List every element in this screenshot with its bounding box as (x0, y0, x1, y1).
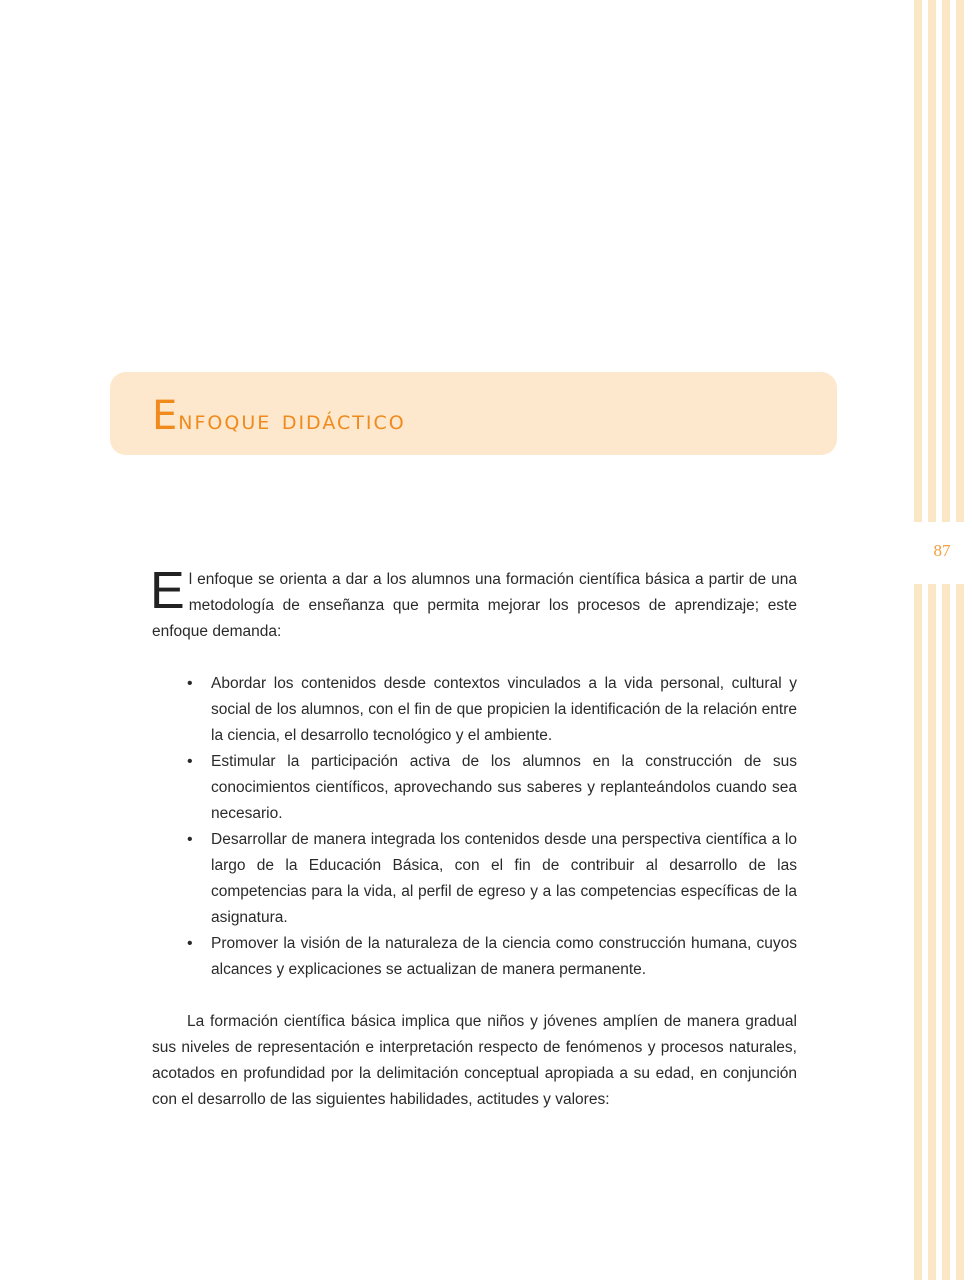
section-title-initial: E (152, 393, 179, 439)
page-edge-stripes (914, 0, 972, 1280)
main-content (150, 562, 797, 1113)
list-item-text: Estimular la participación activa de los alumnos en la construcción de sus conocimientos científicos, aprovechando sus saberes y replanteándolos cuando sea necesario. (211, 753, 797, 822)
bullet-icon: • (187, 935, 193, 952)
list-item (187, 749, 797, 827)
edge-stripes-bottom (914, 584, 972, 1280)
list-item (187, 671, 797, 749)
section-title-rest: nfoque didáctico (178, 405, 406, 436)
bullet-icon: • (187, 831, 193, 848)
bullet-icon: • (187, 675, 193, 692)
list-item (187, 931, 797, 983)
list-item (187, 827, 797, 931)
bullet-icon: • (187, 753, 193, 770)
drop-cap: E (150, 562, 185, 620)
list-item-text: Abordar los contenidos desde contextos vinculados a la vida personal, cultural y social de los alumnos, con el fin de que propicien la identificación de la relación entre la ciencia, el desarrollo tecnológico y el ambiente. (211, 675, 797, 744)
section-title (152, 392, 406, 440)
demands-list (152, 671, 797, 983)
edge-stripes-top (914, 0, 972, 522)
intro-text: l enfoque se orienta a dar a los alumnos una formación científica básica a partir de una metodología de enseñanza que permita mejorar los procesos de aprendizaje; este enfoque demanda: (152, 571, 797, 640)
list-item-text: Promover la visión de la naturaleza de la ciencia como construcción humana, cuyos alcances y explicaciones se actualizan de manera permanente. (211, 935, 797, 978)
section-header-band (110, 372, 837, 455)
list-item-text: Desarrollar de manera integrada los contenidos desde una perspectiva científica a lo largo de la Educación Básica, con el fin de contribuir al desarrollo de las competencias para la vida, al perfil de egreso y a las competencias específicas de la asignatura. (211, 831, 797, 926)
intro-paragraph (150, 562, 797, 645)
page-number: 87 (933, 541, 951, 560)
closing-paragraph: La formación científica básica implica que niños y jóvenes amplíen de manera gradual sus niveles de representación e interpretación respecto de fenómenos y procesos naturales, acotados en profundidad por la delimitación conceptual apropiada a su edad, en conjunción con el desarrollo de las siguientes habilidades, actitudes y valores: (152, 1013, 797, 1108)
